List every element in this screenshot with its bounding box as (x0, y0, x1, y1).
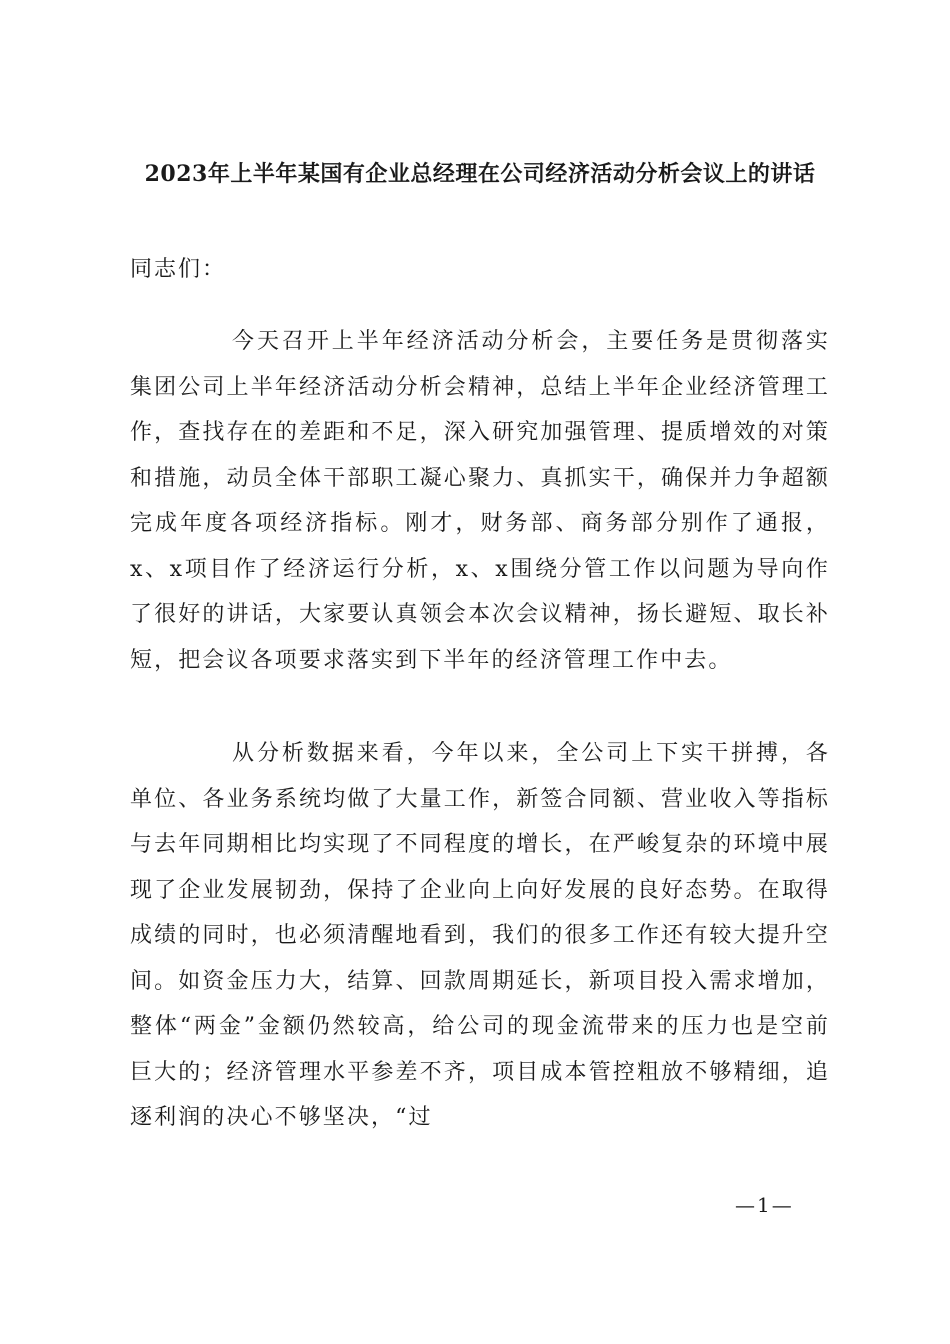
document-title: 2023年上半年某国有企业总经理在公司经济活动分析会议上的讲话 (144, 161, 816, 187)
greeting: 同志们： (130, 257, 227, 282)
page-number: —1— (735, 1193, 794, 1217)
paragraph-2: 从分析数据来看，今年以来，全公司上下实干拼搏，各单位、各业务系统均做了大量工作，新签合同额、营业收入等指标与去年同期相比均实现了不同程度的增长，在严峻复杂的环境中展现了企业发展韧劲，保持了企业向上向好发展的良好态势。在取得成绩的同时，也必须清醒地看到，我们的很多工作还有较大提升空间。如资金压力大，结算、回款周期延长，新项目投入需求增加，整体“两金”金额仍然较高，给公司的现金流带来的压力也是空前巨大的；经济管理水平参差不齐，项目成本管控粗放不够精细，追逐利润的决心不够坚决，“过 (130, 741, 830, 1130)
paragraph-1: 今天召开上半年经济活动分析会，主要任务是贯彻落实集团公司上半年经济活动分析会精神，总结上半年企业经济管理工作，查找存在的差距和不足，深入研究加强管理、提质增效的对策和措施，动员全体干部职工凝心聚力、真抓实干，确保并力争超额完成年度各项经济指标。刚才，财务部、商务部分别作了通报，x、x项目作了经济运行分析，x、x围绕分管工作以问题为导向作了很好的讲话，大家要认真领会本次会议精神，扬长避短、取长补短，把会议各项要求落实到下半年的经济管理工作中去。 (130, 329, 830, 673)
